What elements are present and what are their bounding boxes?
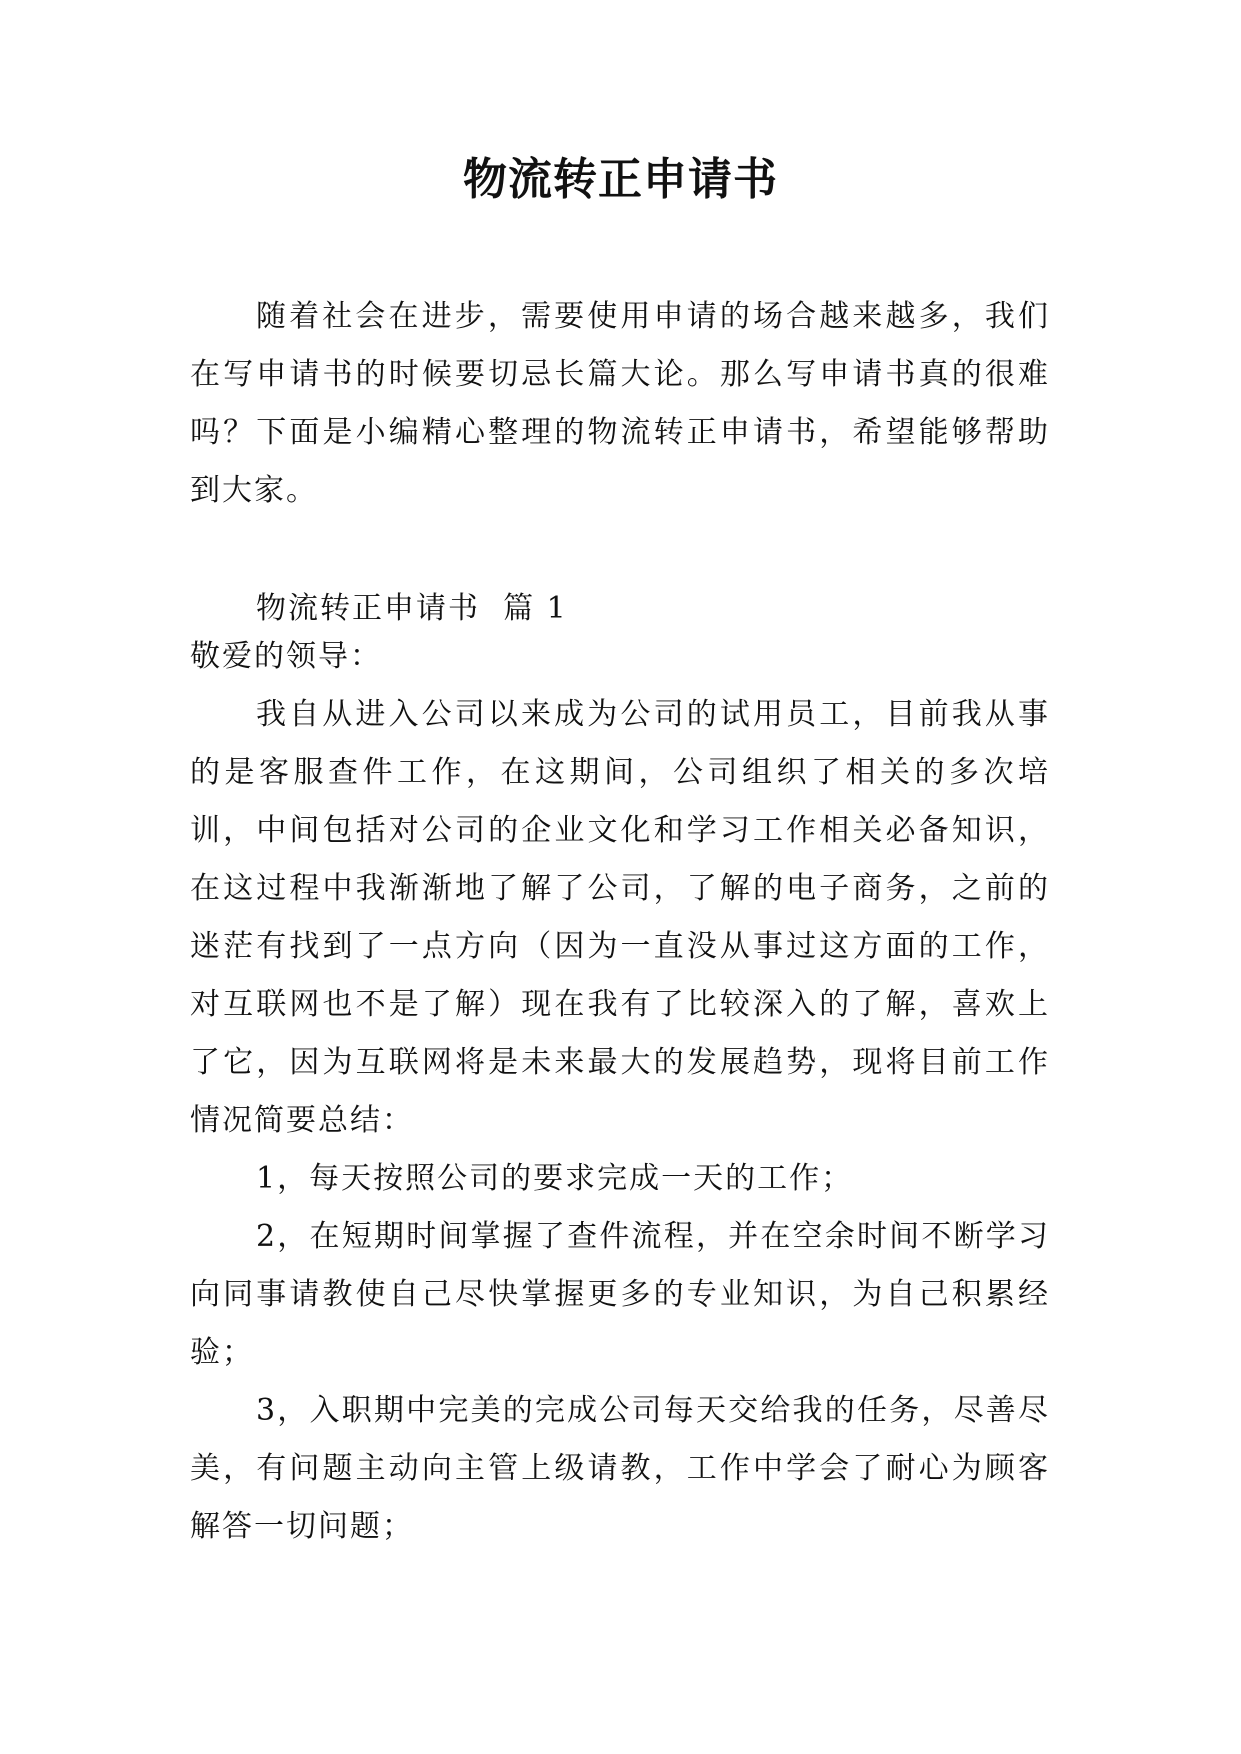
section-heading: 物流转正申请书 篇 1 xyxy=(256,591,568,626)
list-item-2: 2，在短期时间掌握了查件流程，并在空余时间不断学习向同事请教使自己尽快掌握更多的专业知识，为自己积累经验； xyxy=(190,1219,1050,1370)
list-item-1: 1，每天按照公司的要求完成一天的工作； xyxy=(256,1161,854,1196)
intro-paragraph: 随着社会在进步，需要使用申请的场合越来越多，我们在写申请书的时候要切忌长篇大论。那么写申请书真的很难吗？下面是小编精心整理的物流转正申请书，希望能够帮助到大家。 xyxy=(190,299,1050,508)
document-body xyxy=(190,288,1050,1556)
body-paragraph: 我自从进入公司以来成为公司的试用员工，目前我从事的是客服查件工作，在这期间，公司组织了相关的多次培训，中间包括对公司的企业文化和学习工作相关必备知识，在这过程中我渐渐地了解了公司，了解的电子商务，之前的迷茫有找到了一点方向（因为一直没从事过这方面的工作，对互联网也不是了解）现在我有了比较深入的了解，喜欢上了它，因为互联网将是未来最大的发展趋势，现将目前工作情况简要总结： xyxy=(190,697,1050,1138)
document-title: 物流转正申请书 xyxy=(463,154,778,205)
salutation: 敬爱的领导： xyxy=(190,639,382,674)
list-item-3: 3，入职期中完美的完成公司每天交给我的任务，尽善尽美，有问题主动向主管上级请教，工作中学会了耐心为顾客解答一切问题； xyxy=(190,1393,1050,1544)
